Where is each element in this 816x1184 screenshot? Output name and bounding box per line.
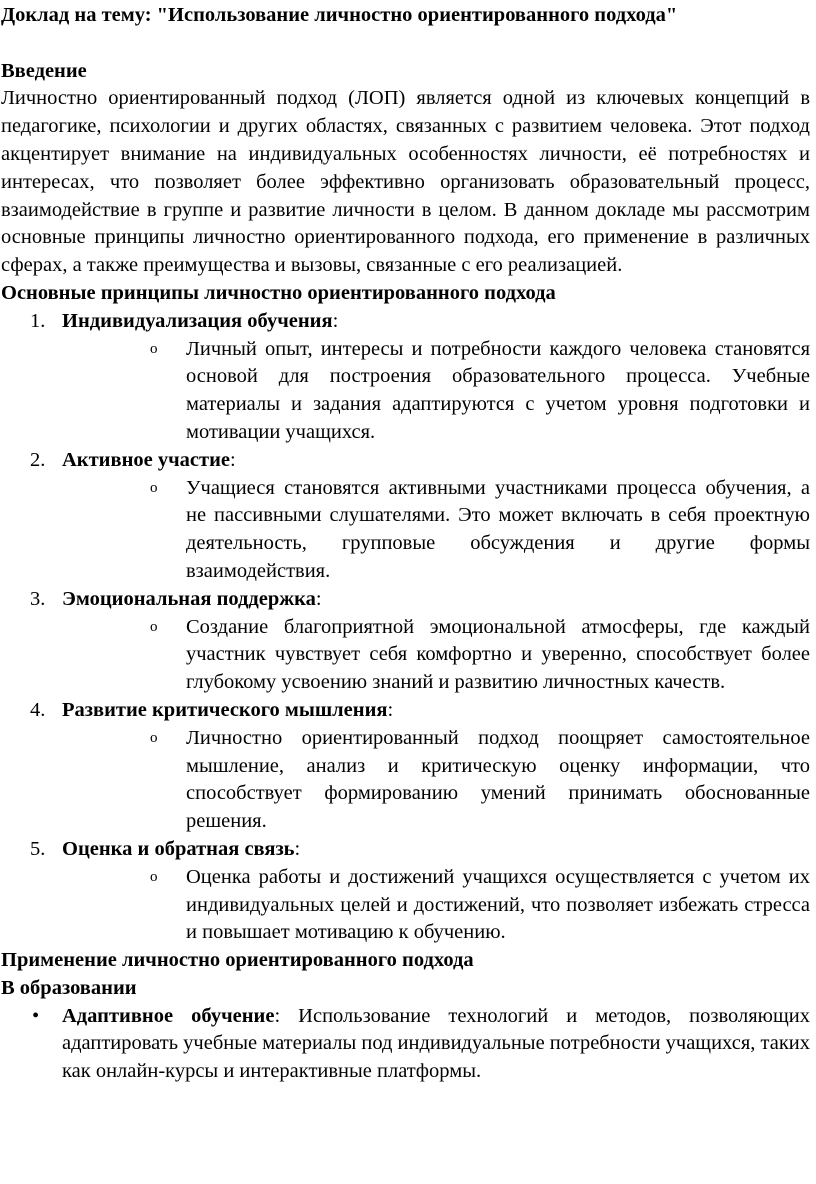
principle-text: Личный опыт, интересы и потребности каждого человека становятся основой для построения образовательного процесса. Учебные материалы и задания адаптируются с учетом уровня подготовки и мотивации учащихся. [186, 337, 810, 443]
principle-text: Оценка работы и достижений учащихся осуществляется с учетом их индивидуальных целей и достижений, что позволяет избежать стресса и повышает мотивацию к обучению. [186, 865, 810, 944]
principle-item [1, 836, 810, 947]
principle-title: Эмоциональная поддержка [62, 587, 316, 610]
circle-bullet-icon: o [150, 479, 158, 496]
principle-item [1, 308, 810, 447]
circle-bullet-icon: o [150, 340, 158, 357]
circle-bullet-icon: o [150, 729, 158, 746]
list-number: 1. [30, 309, 46, 332]
bullet-text: : Использование технологий и методов, позволяющих адаптировать учебные материалы под индивидуальные потребности учащихся, таких как онлайн-курсы и интерактивные платформы. [62, 1004, 810, 1083]
blank-line [1, 30, 810, 58]
principle-colon: : [294, 837, 301, 860]
principles-list [1, 308, 810, 947]
principle-title: Оценка и обратная связь [62, 837, 295, 860]
document-page [0, 2, 816, 1184]
application-heading: Применение личностно ориентированного подхода [1, 949, 474, 972]
intro-paragraph: Личностно ориентированный подход (ЛОП) является одной из ключевых концепций в педагогике, психологии и других областях, связанных с развитием человека. Этот подход акцентирует внимание на индивидуальных особенностях личности, её потребностях и интересах, что позволяет более эффективно организовать образовательный процесс, взаимодействие в группе и развитие личности в целом. В данном докладе мы рассмотрим основные принципы личностно ориентированного подхода, его применение в различных сферах, а также преимущества и вызовы, связанные с его реализацией. [1, 87, 810, 277]
principle-colon: : [315, 587, 322, 610]
principle-colon: : [332, 309, 339, 332]
list-number: 3. [30, 587, 46, 610]
education-subheading: В образовании [1, 976, 137, 999]
list-number: 5. [30, 837, 46, 860]
principle-description [62, 336, 810, 447]
application-bullets [1, 1003, 810, 1086]
principle-item [1, 447, 810, 586]
principle-text: Личностно ориентированный подход поощряет самостоятельное мышление, анализ и критическую оценку информации, что способствует формированию умений принимать обоснованные решения. [186, 726, 810, 833]
bullet-dot-icon: • [32, 1004, 40, 1027]
principle-colon: : [230, 448, 236, 471]
principle-description [62, 725, 810, 836]
principle-item [1, 586, 810, 697]
intro-heading: Введение [1, 59, 87, 82]
bullet-title: Адаптивное обучение [62, 1004, 275, 1027]
principle-title: Активное участие [62, 448, 230, 471]
principle-description [62, 614, 810, 697]
circle-bullet-icon: o [150, 618, 158, 635]
document-title: Доклад на тему: "Использование личностно ориентированного подхода" [1, 4, 678, 26]
bullet-item [1, 1003, 810, 1086]
principles-heading: Основные принципы личностно ориентированного подхода [1, 281, 556, 304]
list-number: 2. [30, 448, 46, 471]
principle-description [62, 475, 810, 586]
principle-colon: : [387, 698, 394, 721]
list-number: 4. [30, 698, 46, 721]
principle-description [62, 864, 810, 947]
principle-title: Индивидуализация обучения [62, 309, 333, 332]
principle-title: Развитие критического мышления [62, 698, 388, 721]
principle-text: Учащиеся становятся активными участниками процесса обучения, а не пассивными слушателями. Это может включать в себя проектную деятельность, групповые обсуждения и другие формы взаимодействия. [186, 476, 810, 582]
circle-bullet-icon: o [150, 868, 158, 885]
principle-item [1, 697, 810, 836]
principle-text: Создание благоприятной эмоциональной атмосферы, где каждый участник чувствует себя комфортно и уверенно, способствует более глубокому усвоению знаний и развитию личностных качеств. [186, 615, 810, 694]
